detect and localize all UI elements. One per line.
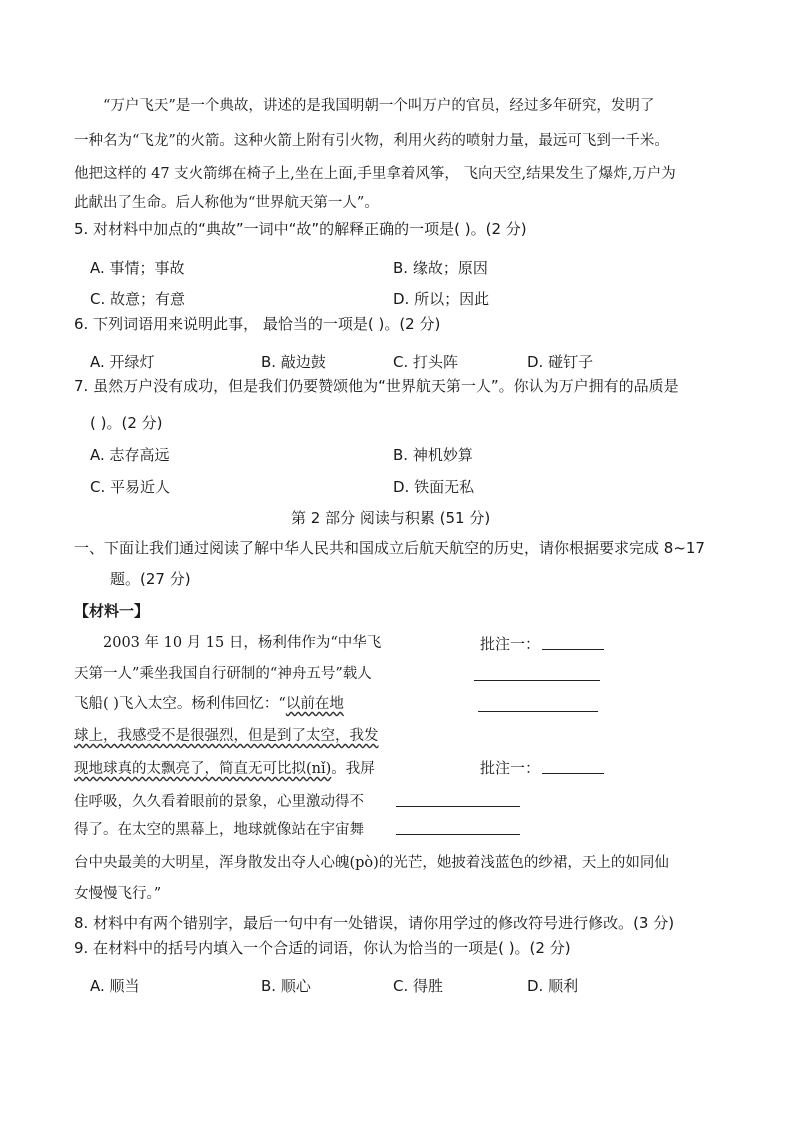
q6-option-d[interactable]: D. 碰钉子 xyxy=(527,353,594,371)
annotation-blank[interactable] xyxy=(396,834,520,835)
passage-line: 此献出了生命。后人称他为“世界航天第一人”。 xyxy=(74,195,379,211)
annotation-label: 批注一： xyxy=(480,759,541,777)
q5-option-b[interactable]: B. 缘故；原因 xyxy=(393,259,488,277)
q7-option-d[interactable]: D. 铁面无私 xyxy=(393,478,475,496)
q5-option-a[interactable]: A. 事情；事故 xyxy=(90,259,185,277)
section-intro-cont: 题。(27 分) xyxy=(110,570,191,588)
question-8-stem: 8. 材料中有两个错别字，最后一句中有一处错误，请你用学过的修改符号进行修改。(3 分) xyxy=(74,914,675,932)
material-line: 住呼吸，久久看着眼前的景象，心里激动得不 xyxy=(74,794,364,810)
material-text: 。我屏 xyxy=(331,761,375,777)
wavy-underlined-text: 以前在地 xyxy=(285,696,344,712)
material-line: 女慢慢飞行。” xyxy=(74,886,162,902)
q6-option-b[interactable]: B. 敲边鼓 xyxy=(261,353,326,371)
material-line xyxy=(74,694,344,714)
annotation-blank[interactable] xyxy=(542,773,604,774)
annotation-blank[interactable] xyxy=(478,711,598,712)
question-7-stem-cont: ( )。(2 分) xyxy=(90,414,163,432)
q5-option-d[interactable]: D. 所以；因此 xyxy=(393,290,490,308)
section-heading: 第 2 部分 阅读与积累 (51 分) xyxy=(291,509,491,527)
passage-line: “万户飞天”是一个典故，讲述的是我国明朝一个叫万户的官员，经过多年研究，发明了 xyxy=(103,98,655,114)
q7-option-a[interactable]: A. 志存高远 xyxy=(90,446,170,464)
annotation-label: 批注一： xyxy=(480,635,541,653)
q9-option-d[interactable]: D. 顺利 xyxy=(527,977,579,995)
material-line: 2003 年 10 月 15 日，杨利伟作为“中华飞 xyxy=(103,635,382,651)
q7-option-c[interactable]: C. 平易近人 xyxy=(90,478,171,496)
material-line: 得了。在太空的黑幕上，地球就像站在宇宙舞 xyxy=(74,822,364,838)
material-label: 【材料一】 xyxy=(74,602,150,620)
q7-option-b[interactable]: B. 神机妙算 xyxy=(393,446,473,464)
q5-option-c[interactable]: C. 故意；有意 xyxy=(90,290,186,308)
material-line xyxy=(74,759,375,779)
annotation-blank[interactable] xyxy=(542,649,604,650)
q9-option-a[interactable]: A. 顺当 xyxy=(90,977,140,995)
passage-line: 一种名为“飞龙”的火箭。这种火箭上附有引火物，利用火药的喷射力量，最远可飞到一千米。 xyxy=(74,133,669,149)
q6-option-c[interactable]: C. 打头阵 xyxy=(393,353,459,371)
question-5-stem: 5. 对材料中加点的“典故”一词中“故”的解释正确的一项是( )。(2 分) xyxy=(74,220,527,238)
wavy-underlined-text: 球上，我感受不是很强烈，但是到了太空，我发 xyxy=(74,728,379,744)
annotation-blank[interactable] xyxy=(474,680,600,681)
material-text: 飞船( )飞入太空。杨利伟回忆：“ xyxy=(74,696,286,712)
passage-line: 他把这样的 47 支火箭绑在椅子上,坐在上面,手里拿着风筝， 飞向天空,结果发生了爆炸,万户为 xyxy=(74,166,676,182)
material-line: 天第一人”乘坐我国自行研制的“神舟五号”载人 xyxy=(74,666,372,682)
annotation-blank[interactable] xyxy=(396,806,520,807)
question-6-stem: 6. 下列词语用来说明此事， 最恰当的一项是( )。(2 分) xyxy=(74,315,441,333)
q9-option-c[interactable]: C. 得胜 xyxy=(393,977,444,995)
material-line xyxy=(74,726,379,746)
question-7-stem: 7. 虽然万户没有成功，但是我们仍要赞颂他为“世界航天第一人”。你认为万户拥有的品质是 xyxy=(74,377,679,395)
section-intro: 一、下面让我们通过阅读了解中华人民共和国成立后航天航空的历史，请你根据要求完成 8~17 xyxy=(74,539,705,557)
question-9-stem: 9. 在材料中的括号内填入一个合适的词语，你认为恰当的一项是( )。(2 分) xyxy=(74,939,571,957)
wavy-underlined-text: 现地球真的太飘亮了，简直无可比拟(nǐ) xyxy=(74,761,332,777)
material-line: 台中央最美的大明星，浑身散发出夺人心魄(pò)的光芒，她披着浅蓝色的纱裙，天上的如同仙 xyxy=(74,855,669,871)
q6-option-a[interactable]: A. 开绿灯 xyxy=(90,353,155,371)
q9-option-b[interactable]: B. 顺心 xyxy=(261,977,311,995)
